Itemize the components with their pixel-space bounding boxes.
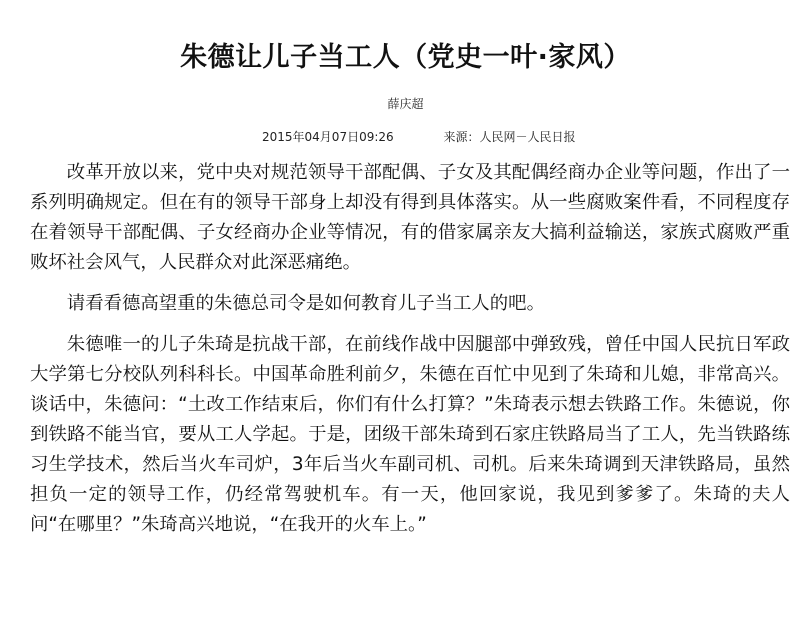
article-source: 来源：人民网－人民日报 — [443, 130, 576, 144]
article-meta — [262, 129, 576, 145]
paragraph: 改革开放以来，党中央对规范领导干部配偶、子女及其配偶经商办企业等问题，作出了一系列明确规定。但在有的领导干部身上却没有得到具体落实。从一些腐败案件看，不同程度存在着领导干部配偶、子女经商办企业等情况，有的借家属亲友大搞利益输送，家族式腐败严重败坏社会风气，人民群众对此深恶痛绝。 — [30, 162, 790, 273]
paragraph: 朱德唯一的儿子朱琦是抗战干部，在前线作战中因腿部中弹致残，曾任中国人民抗日军政大学第七分校队列科科长。中国革命胜利前夕，朱德在百忙中见到了朱琦和儿媳，非常高兴。谈话中，朱德问：“土改工作结束后，你们有什么打算？”朱琦表示想去铁路工作。朱德说，你到铁路不能当官，要从工人学起。于是，团级干部朱琦到石家庄铁路局当了工人，先当铁路练习生学技术，然后当火车司炉，3年后当火车副司机、司机。后来朱琦调到天津铁路局，虽然担负一定的领导工作，仍经常驾驶机车。有一天，他回家说，我见到爹爹了。朱琦的夫人问“在哪里？”朱琦高兴地说，“在我开的火车上。” — [30, 334, 790, 535]
publish-date: 2015年04月07日09:26 — [262, 130, 394, 144]
paragraph: 请看看德高望重的朱德总司令是如何教育儿子当工人的吧。 — [66, 293, 545, 314]
article-author: 薛庆超 — [387, 97, 424, 111]
article-body — [30, 158, 790, 551]
article-title: 朱德让儿子当工人（党史一叶·家风） — [180, 42, 631, 73]
